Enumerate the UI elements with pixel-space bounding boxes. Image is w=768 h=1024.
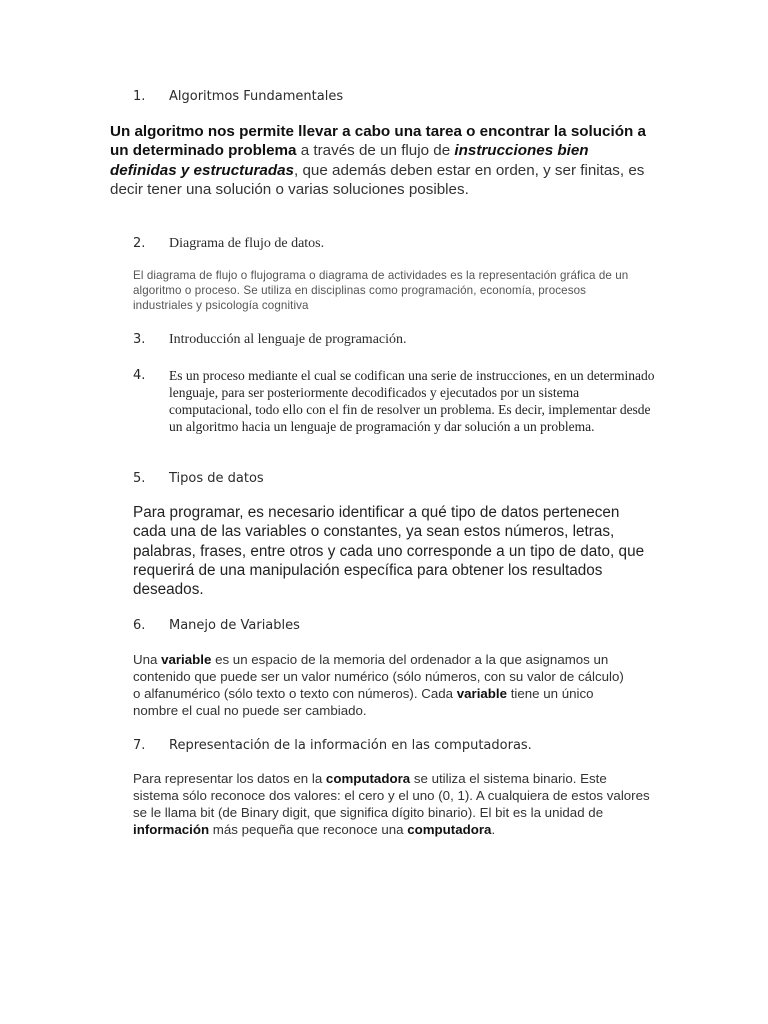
tipos-paragraph: Para programar, es necesario identificar a qué tipo de datos pertenecen cada una de las variables o constantes, ya sean estos números, letras, palabras, frases, entre otros y cada uno corresponde a un tipo de dato, que requerirá de una manipulación específica para obtener los resultados deseados. [133,504,645,599]
algoritmo-text-end: , que además deben estar en orden, y ser finitas, es decir tener una solución o varias soluciones posibles. [110,161,645,198]
representacion-text: Para representar los datos en la [133,771,326,786]
section-title: Tipos de datos [169,471,264,486]
section-number: 4. [133,368,146,383]
variable-keyword: variable [456,686,508,701]
variables-text: Una [133,652,162,667]
representacion-paragraph [133,770,653,838]
representacion-text: . [491,822,496,837]
computadora-keyword: computadora [407,822,492,837]
section-7-heading [133,738,532,753]
section-number: 5. [133,471,146,486]
lenguaje-paragraph: Es un proceso mediante el cual se codifican una serie de instrucciones, en un determinado lenguaje, para ser posteriormente decodificados y ejecutados por un sistema computacional, todo ello con el fin de resolver un problema. Es decir, implementar desde un algoritmo hacia un lenguaje de programación y dar solución a un problema. [169,368,655,434]
algoritmo-emphasis: instrucciones bien definidas y estructuradas [110,142,589,179]
section-6-heading [133,618,300,633]
section-number: 7. [133,738,146,753]
variables-text: es un espacio de la memoria del ordenador a la que asignamos un contenido que puede ser un valor numérico (sólo números, con su valor de cálculo) o alfanumérico (sólo texto o texto con números). Cada [133,652,624,701]
section-number: 3. [133,332,146,347]
informacion-keyword: información [133,822,210,837]
algoritmo-paragraph [110,122,650,199]
section-2-heading [133,236,324,252]
representacion-text: se utiliza el sistema binario. Este sistema sólo reconoce dos valores: el cero y el uno (0, 1). A cualquiera de estos valores se le llama bit (de Binary digit, que significa dígito binario). El bit es la unidad de [133,771,650,820]
section-title: Representación de la información en las computadoras. [169,738,532,753]
algoritmo-bold-text: Un algoritmo nos permite llevar a cabo una tarea o encontrar la solución a un determinado problema [110,123,646,160]
section-number: 1. [133,89,146,104]
variable-keyword: variable [161,652,212,667]
representacion-text: más pequeña que reconoce una [209,822,408,837]
diagrama-paragraph: El diagrama de flujo o flujograma o diagrama de actividades es la representación gráfica de un algoritmo o proceso. Se utiliza en disciplinas como programación, economía, procesos industriales y psicología cognitiva [133,269,629,312]
section-3-heading [133,332,407,348]
section-5-heading [133,471,264,486]
lenguaje-item [133,367,659,435]
section-number: 6. [133,618,146,633]
section-title: Algoritmos Fundamentales [169,89,344,104]
variables-paragraph [133,651,633,719]
section-title: Introducción al lenguaje de programación. [169,332,407,347]
section-1-heading [133,89,343,104]
section-number: 2. [133,236,146,251]
algoritmo-text: a través de un flujo de [296,142,455,160]
variables-text: tiene un único nombre el cual no puede ser cambiado. [133,686,594,718]
section-title: Diagrama de flujo de datos. [169,236,325,251]
section-title: Manejo de Variables [169,618,300,633]
computadora-keyword: computadora [325,771,411,786]
